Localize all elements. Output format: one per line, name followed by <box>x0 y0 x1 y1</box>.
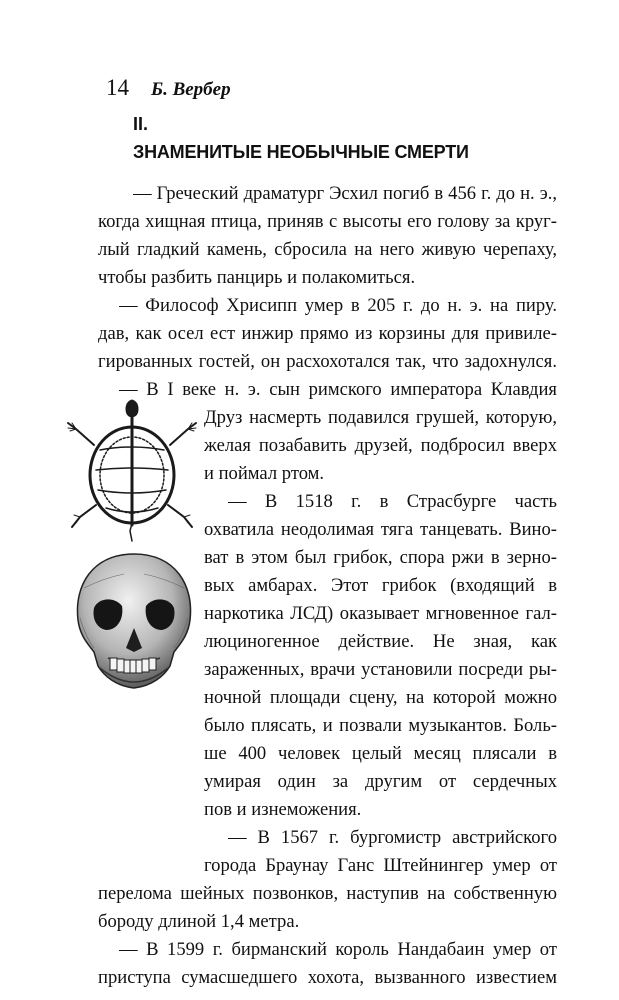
body-line: ночной площади сцену, на которой можно <box>204 687 557 708</box>
body-line: ше 400 человек целый месяц плясали в <box>204 743 557 764</box>
body-line: Друз насмерть подавился грушей, которую, <box>204 407 557 428</box>
body-line: — В 1599 г. бирманский король Нандабаин умер от <box>119 939 557 960</box>
body-line: ват в этом был грибок, спора ржи в зерно- <box>204 547 557 568</box>
body-line: города Браунау Ганс Штейнингер умер от <box>204 855 557 876</box>
running-head-author: Б. Вербер <box>151 79 231 100</box>
body-line: — В I веке н. э. сын римского императора Клавдия <box>119 379 557 400</box>
body-line: наркотика ЛСД) оказывает мгновенное гал- <box>204 603 557 624</box>
body-line: гированных гостей, он расхохотался так, что задохнулся. <box>98 351 557 372</box>
turtle-skeleton-icon <box>62 390 202 545</box>
body-line: лый гладкий камень, сбросила на него живую черепаху, <box>98 239 557 260</box>
body-line: когда хищная птица, приняв с высоты его голову за круг- <box>98 211 557 232</box>
body-line: — Философ Хрисипп умер в 205 г. до н. э. на пиру. <box>119 295 557 316</box>
body-line: вых амбарах. Этот грибок (входящий в <box>204 575 557 596</box>
body-line: охватила неодолимая тяга танцевать. Вино- <box>204 519 557 540</box>
body-line: и поймал ртом. <box>204 463 325 484</box>
body-line: зараженных, врачи установили посреди ры- <box>204 659 557 680</box>
page-number: 14 <box>106 75 129 100</box>
body-line: чтобы разбить панцирь и полакомиться. <box>98 267 416 288</box>
body-line: — Греческий драматург Эсхил погиб в 456 г. до н. э., <box>133 183 557 204</box>
body-line: — В 1567 г. бургомистр австрийского <box>228 827 557 848</box>
page-header <box>95 74 535 104</box>
chapter-number: II. <box>133 114 149 134</box>
human-skull-icon <box>64 548 204 698</box>
body-line: приступа сумасшедшего хохота, вызванного известием <box>98 967 557 988</box>
body-line: умирая один за другим от сердечных <box>204 771 557 792</box>
body-line: пов и изнеможения. <box>204 799 362 820</box>
body-line: дав, как осел ест инжир прямо из корзины для привиле- <box>98 323 557 344</box>
body-line: перелома шейных позвонков, наступив на собственную <box>98 883 557 904</box>
body-line: — В 1518 г. в Страсбурге часть <box>228 491 557 512</box>
body-line: желая позабавить друзей, подбросил вверх <box>204 435 557 456</box>
body-line: люциногенное действие. Не зная, как <box>204 631 557 652</box>
body-line: бороду длиной 1,4 метра. <box>98 911 300 932</box>
body-line: было плясать, и позвали музыкантов. Боль- <box>204 715 557 736</box>
chapter-title: ЗНАМЕНИТЫЕ НЕОБЫЧНЫЕ СМЕРТИ <box>133 142 469 162</box>
